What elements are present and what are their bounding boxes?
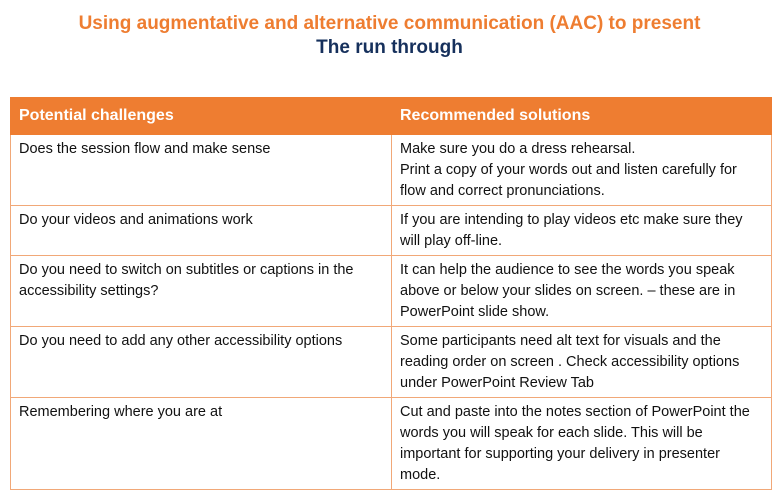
table-row	[11, 135, 772, 206]
page-title	[0, 12, 779, 60]
table-row	[11, 327, 772, 398]
solution-line: Make sure you do a dress rehearsal.	[400, 141, 636, 157]
table-row	[11, 398, 772, 490]
challenge-cell: Do you need to add any other accessibility options	[11, 327, 392, 398]
solution-line: Print a copy of your words out and listen carefully for flow and correct pronunciations.	[400, 162, 737, 199]
solution-line: If you are intending to play videos etc make sure they will play off-line.	[400, 212, 743, 249]
solution-cell	[392, 135, 772, 206]
solution-cell	[392, 206, 772, 256]
table-header-row	[11, 98, 772, 135]
solution-line: It can help the audience to see the words you speak above or below your slides on screen. – these are in PowerPoint slide show.	[400, 262, 736, 320]
table-row	[11, 206, 772, 256]
solution-line: Some participants need alt text for visuals and the reading order on screen . Check accessibility options under PowerPoint Review Tab	[400, 333, 740, 391]
solution-line: Cut and paste into the notes section of PowerPoint the words you will speak for each slide. This will be important for supporting your delivery in presenter mode.	[400, 404, 750, 483]
challenge-cell: Do you need to switch on subtitles or captions in the accessibility settings?	[11, 256, 392, 327]
challenge-cell: Does the session flow and make sense	[11, 135, 392, 206]
challenge-cell: Do your videos and animations work	[11, 206, 392, 256]
solution-cell	[392, 327, 772, 398]
solution-cell	[392, 398, 772, 490]
challenges-solutions-table	[10, 97, 772, 490]
challenge-cell: Remembering where you are at	[11, 398, 392, 490]
header-recommended-solutions: Recommended solutions	[392, 98, 772, 135]
title-line-2: The run through	[316, 37, 463, 58]
table-row	[11, 256, 772, 327]
header-potential-challenges: Potential challenges	[11, 98, 392, 135]
solution-cell	[392, 256, 772, 327]
title-line-1: Using augmentative and alternative communication (AAC) to present	[78, 13, 701, 34]
